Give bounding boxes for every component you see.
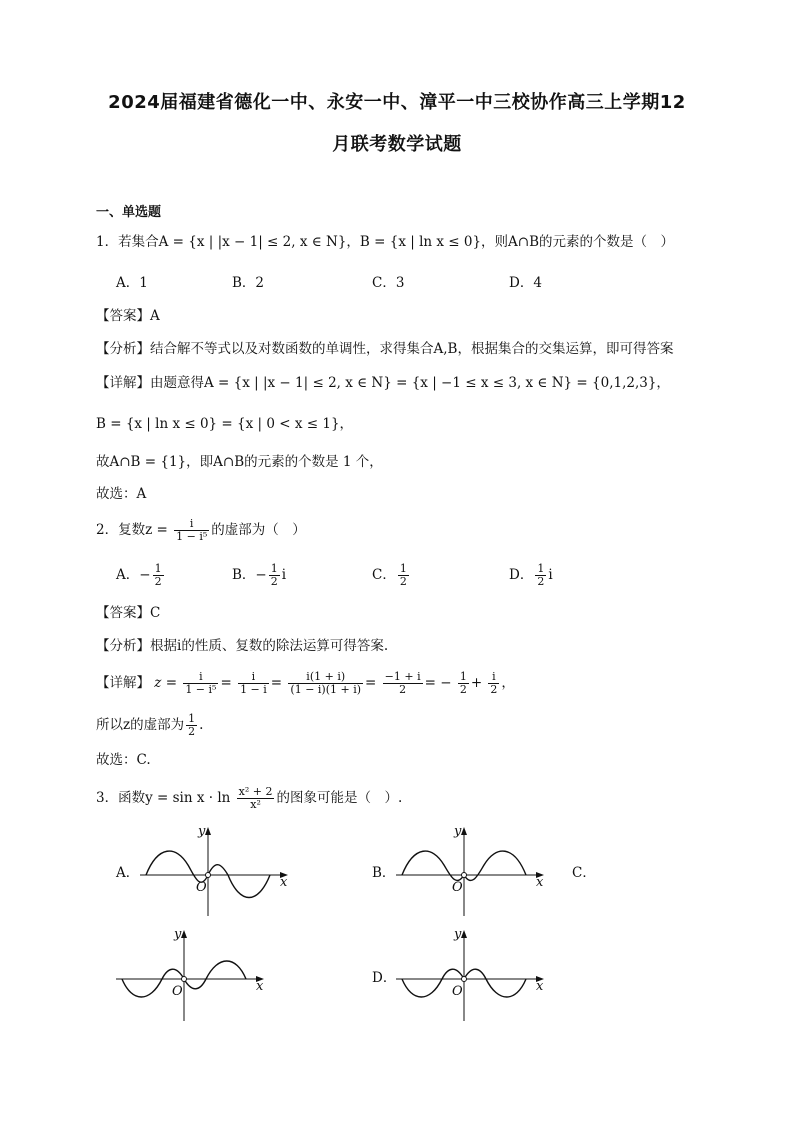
svg-text:O: O: [452, 984, 463, 999]
svg-text:x: x: [256, 979, 264, 994]
q2-detail: 【详解】 z = $\frac{i}{\text{1 − i⁵}}$ = $\frac{i}{1 - i}$ = $\frac{i(1 + i)}{(1 - i)(1 + i)}$ = $\frac{-1 + i}{2}$ = − $\frac{1}{2}$ + $\frac{i}{2}$ ，: [96, 670, 515, 696]
q1-option-b: B．2: [232, 275, 265, 291]
y-axis-label: y: [198, 824, 206, 839]
q2-option-a: A．− $\frac{1}{2}$: [116, 562, 162, 588]
q1-option-d: D．4: [509, 275, 542, 291]
q1-detail-line-2: B = {x | ln x ≤ 0} = {x | 0 < x ≤ 1}，: [96, 416, 354, 432]
q1-option-c: C．3: [372, 275, 405, 291]
svg-text:y: y: [174, 927, 182, 942]
section-heading: 一、单选题: [96, 205, 162, 220]
q1-number: 1．: [96, 234, 119, 250]
answer-tag: 【答案】: [96, 308, 150, 324]
q2-text-post: 的虚部为（ ）: [211, 522, 306, 538]
q2-answer: 【答案】C: [96, 605, 161, 621]
q2-fraction: $\frac{i}{\text{1 − i⁵}}$: [176, 517, 208, 543]
q2-option-c: C． $\frac{1}{2}$: [372, 562, 407, 588]
svg-text:O: O: [452, 880, 463, 895]
graph-b: [392, 820, 552, 920]
q1-choose: 故选：A: [96, 486, 147, 502]
q2-option-b: B．− $\frac{1}{2}$ i: [232, 562, 287, 588]
q2-choose: 故选：C.: [96, 752, 151, 768]
q1-answer-value: A: [150, 308, 160, 324]
graph-d: [392, 925, 552, 1025]
q2-answer-value: C: [150, 605, 161, 621]
svg-text:x: x: [536, 979, 544, 994]
origin-label: O: [196, 880, 207, 895]
title-line-2: 月联考数学试题: [332, 134, 462, 155]
x-axis-label: x: [280, 875, 288, 890]
q3-option-b-label: B．: [372, 865, 396, 881]
analysis-tag: 【分析】: [96, 341, 150, 357]
q2-conclusion: 所以z的虚部为 $\frac{1}{2}$ .: [96, 712, 204, 738]
q1-text: 若集合A = {x | |x − 1| ≤ 2, x ∈ N}，B = {x | ln x ≤ 0}，则A∩B的元素的个数是（ ）: [118, 234, 675, 250]
q2-analysis-text: 根据i的性质、复数的除法运算可得答案.: [150, 638, 389, 654]
q3-option-a-label: A．: [116, 865, 140, 881]
title-line-1: 2024届福建省德化一中、永安一中、漳平一中三校协作高三上学期12: [108, 92, 686, 113]
q1-stem: [96, 232, 674, 252]
q2-text-pre: 复数z =: [118, 522, 168, 538]
q3-stem: 3．函数y = sin x · ln $\frac{\text{x² + 2}}{\text{x²}}$ 的图象可能是（ ）.: [96, 785, 403, 811]
svg-text:y: y: [454, 927, 462, 942]
q1-analysis: [96, 339, 673, 359]
q2-number: 2．: [96, 522, 119, 538]
q1-answer: [96, 306, 160, 326]
svg-text:y: y: [454, 824, 462, 839]
graph-c: [112, 925, 272, 1025]
q1-detail-line-1: 由题意得A = {x | |x − 1| ≤ 2, x ∈ N} = {x | −1 ≤ x ≤ 3, x ∈ N} = {0,1,2,3}，: [150, 375, 670, 391]
q3-option-c-label: C．: [572, 865, 596, 881]
q2-analysis: 【分析】根据i的性质、复数的除法运算可得答案.: [96, 638, 389, 654]
svg-text:x: x: [536, 875, 544, 890]
q1-detail: [96, 373, 670, 393]
q2-option-d: D． $\frac{1}{2}$ i: [509, 562, 553, 588]
q1-detail-line-3: 故A∩B = {1}，即A∩B的元素的个数是 1 个，: [96, 454, 383, 470]
q1-option-a: A．1: [116, 275, 148, 291]
q1-analysis-text: 结合解不等式以及对数函数的单调性，求得集合A,B，根据集合的交集运算，即可得答案: [150, 341, 674, 357]
q3-option-d-label: D．: [372, 970, 397, 986]
graph-a: [136, 820, 296, 920]
detail-tag: 【详解】: [96, 375, 150, 391]
q2-stem: [96, 518, 306, 543]
svg-text:O: O: [172, 984, 183, 999]
